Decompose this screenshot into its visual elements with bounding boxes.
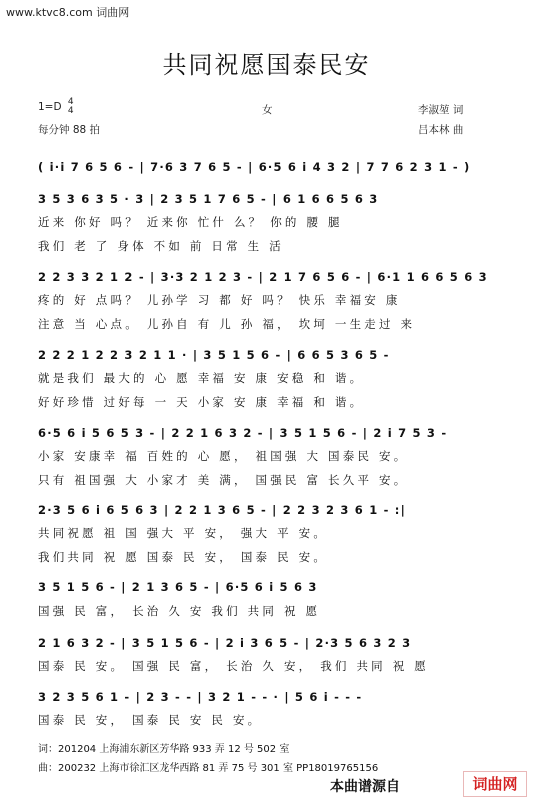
score-row-1-notes: 3 5 3 6 3 5 · 3 | 2 3 5 1 7 6 5 - | 6 1 6 6 5 6 3 bbox=[38, 192, 379, 206]
tempo: 每分钟 88 拍 bbox=[38, 124, 101, 136]
score-row-6-notes: 3 5 1 5 6 - | 2 1 3 6 5 - | 6·5 6 i 5 6 3 bbox=[38, 580, 318, 594]
composer: 吕本林 曲 bbox=[418, 124, 464, 136]
score-row-3-lyric-1: 就是我们 最大的 心 愿 幸福 安 康 安稳 和 谐。 bbox=[38, 371, 365, 385]
score-row-2-lyric-2: 注意 当 心点。 儿孙自 有 儿 孙 福， 坎坷 一生走过 来 bbox=[38, 317, 416, 331]
score-row-5-lyric-2: 我们共同 祝 愿 国泰 民 安， 国泰 民 安。 bbox=[38, 550, 329, 564]
key-signature: 1=D 4 4 bbox=[38, 97, 74, 116]
score-row-4-lyric-1: 小家 安康幸 福 百姓的 心 愿， 祖国强 大 国泰民 安。 bbox=[38, 449, 409, 463]
score-row-2-lyric-1: 疼的 好 点吗？ 儿孙学 习 都 好 吗？ 快乐 幸福安 康 bbox=[38, 293, 401, 307]
composer-address: 曲：200232 上海市徐汇区龙华西路 81 弄 75 号 301 室 PP18019765156 bbox=[38, 763, 379, 774]
score-row-8-notes: 3 2 3 5 6 1 - | 2 3 - - | 3 2 1 - - · | 5 6 i - - - bbox=[38, 690, 363, 704]
site-logo: 词曲网 bbox=[463, 771, 527, 797]
score-row-4-lyric-2: 只有 祖国强 大 小家才 美 满， 国强民 富 长久平 安。 bbox=[38, 473, 409, 487]
lyricist-address: 词：201204 上海浦东新区芳华路 933 弄 12 号 502 室 bbox=[38, 744, 290, 755]
song-title: 共同祝愿国泰民安 bbox=[162, 51, 371, 79]
score-row-5-lyric-1: 共同祝愿 祖 国 强大 平 安， 强大 平 安。 bbox=[38, 526, 329, 540]
score-row-7-lyric-1: 国泰 民 安。 国强 民 富， 长治 久 安， 我们 共同 祝 愿 bbox=[38, 659, 429, 673]
site-watermark: www.ktvc8.com 词曲网 bbox=[6, 6, 130, 19]
score-row-6-lyric-1: 国强 民 富， 长治 久 安 我们 共同 祝 愿 bbox=[38, 604, 321, 618]
score-row-3-notes: 2 2 2 1 2 2 3 2 1 1 · | 3 5 1 5 6 - | 6 6 5 3 6 5 - bbox=[38, 348, 390, 362]
source-note: 本曲谱源自 bbox=[330, 779, 400, 795]
score-row-5-notes: 2·3 5 6 i 6 5 6 3 | 2 2 1 3 6 5 - | 2 2 3 2 3 6 1 - :| bbox=[38, 503, 406, 517]
intro-notes: ( i·i 7 6 5 6 - | 7·6 3 7 6 5 - | 6·5 6 i 4 3 2 | 7 7 6 2 3 1 - ) bbox=[38, 160, 471, 174]
time-signature: 4 4 bbox=[67, 97, 74, 116]
score-row-2-notes: 2 2 3 3 2 1 2 - | 3·3 2 1 2 3 - | 2 1 7 6 5 6 - | 6·1 1 6 6 5 6 3 bbox=[38, 270, 488, 284]
score-row-1-lyric-2: 我们 老 了 身体 不如 前 日常 生 活 bbox=[38, 239, 284, 253]
score-row-1-lyric-1: 近来 你好 吗？ 近来你 忙什 么？ 你的 腰 腿 bbox=[38, 215, 343, 229]
score-row-3-lyric-2: 好好珍惜 过好每 一 天 小家 安 康 幸福 和 谐。 bbox=[38, 395, 365, 409]
voice-type: 女 bbox=[262, 104, 273, 116]
score-row-7-notes: 2 1 6 3 2 - | 3 5 1 5 6 - | 2 i 3 6 5 - | 2·3 5 6 3 2 3 bbox=[38, 636, 412, 650]
score-row-4-notes: 6·5 6 i 5 6 5 3 - | 2 2 1 6 3 2 - | 3 5 1 5 6 - | 2 i 7 5 3 - bbox=[38, 426, 448, 440]
lyricist: 李淑堃 词 bbox=[418, 104, 464, 116]
score-row-8-lyric-1: 国泰 民 安， 国泰 民 安 民 安。 bbox=[38, 713, 263, 727]
